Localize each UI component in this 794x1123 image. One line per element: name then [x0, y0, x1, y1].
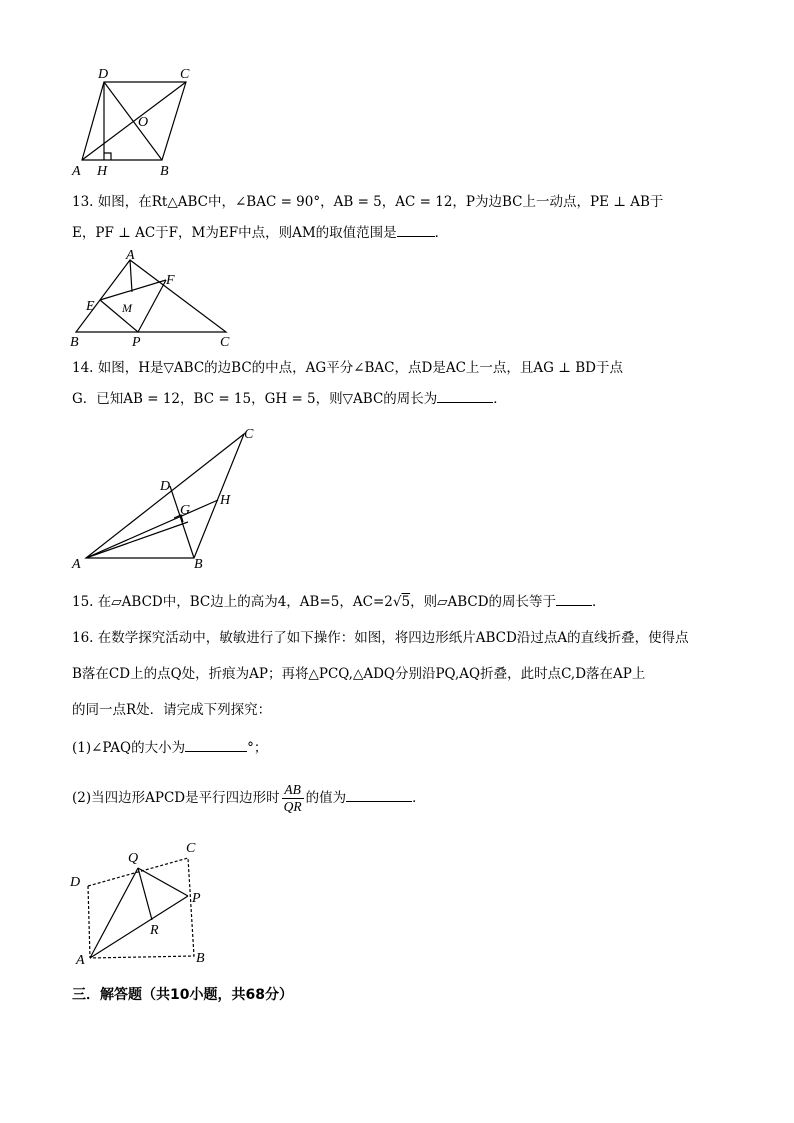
q15-text-a: 15. 在▱ABCD中，BC边上的高为4，AB=5，AC=	[72, 594, 385, 610]
label-r: R	[150, 923, 159, 938]
q16-part2-text-b: 的值为	[305, 790, 347, 806]
q14-line2-wrap: G．已知AB = 12，BC = 15，GH = 5，则▽ABC的周长为 ．	[72, 388, 507, 409]
label-d: D	[70, 875, 81, 890]
fraction-ab-over-qr	[282, 782, 304, 815]
q15-text-b: ，则▱ABCD的周长等于	[410, 594, 557, 610]
q15-coef: 2	[384, 594, 393, 610]
label-h: H	[220, 493, 231, 508]
label-p: P	[132, 335, 141, 350]
label-a: A	[72, 164, 81, 179]
label-o: O	[138, 115, 149, 130]
label-h: H	[97, 164, 108, 179]
frac-denominator: QR	[283, 799, 302, 814]
label-g: G	[180, 503, 191, 518]
q13-answer-blank	[397, 222, 435, 237]
label-a: A	[72, 557, 81, 572]
q16-line3: 的同一点R处．请完成下列探究：	[72, 702, 272, 718]
q16-part1-text: (1)∠PAQ的大小为	[72, 740, 186, 756]
q16-part1	[72, 737, 267, 758]
q16-line1: 16. 在数学探究活动中，敏敏进行了如下操作：如图，将四边形纸片ABCD沿过点A的直线折叠，使得点	[72, 630, 689, 646]
label-b: B	[196, 951, 205, 966]
sqrt-sign: √	[392, 594, 402, 610]
label-b: B	[70, 335, 79, 350]
section-heading: 三．解答题（共10小题，共68分）	[72, 987, 293, 1003]
q14-answer-blank	[437, 388, 493, 403]
label-m: M	[122, 301, 132, 315]
label-b: B	[194, 557, 203, 572]
label-c: C	[180, 67, 190, 82]
label-c: C	[186, 841, 196, 856]
label-c: C	[220, 335, 230, 350]
figure-parallelogram-abcd	[70, 64, 200, 180]
q16-part2-blank	[346, 787, 412, 802]
q15-line: 15. 在▱ABCD中，BC边上的高为4，AB=5，AC=2√5，则▱ABCD的周长等于 ．	[72, 591, 606, 612]
q13-line2-wrap: E，PF ⊥ AC于F，M为EF中点，则AM的取值范围是 ．	[72, 222, 448, 243]
label-b: B	[160, 164, 169, 179]
q16-line2: B落在CD上的点Q处，折痕为AP；再将△PCQ,△ADQ分别沿PQ,AQ折叠，此时点C,D落在AP上	[72, 666, 646, 682]
figure-right-triangle-abc	[62, 250, 242, 350]
label-d: D	[160, 479, 171, 494]
label-c: C	[244, 427, 254, 442]
q14-line1: 14. 如图，H是▽ABC的边BC的中点，AG平分∠BAC，点D是AC上一点，且AG ⊥ BD于点	[72, 360, 623, 376]
q16-part1-blank	[185, 737, 247, 752]
label-f: F	[166, 273, 175, 288]
q13-line2: E，PF ⊥ AC于F，M为EF中点，则AM的取值范围是	[72, 225, 397, 241]
label-a: A	[126, 250, 135, 263]
figure-triangle-abc-bisector	[64, 418, 284, 576]
q16-part2: (2)当四边形APCD是平行四边形时 $\frac{AB}{QR}$ 的值为 ．	[72, 782, 426, 814]
q15-answer-blank	[556, 591, 592, 606]
figure-folded-quadrilateral	[64, 838, 224, 968]
frac-numerator: AB	[282, 782, 304, 799]
q16-part2-text: (2)当四边形APCD是平行四边形时	[72, 790, 280, 806]
label-d: D	[98, 67, 109, 82]
q14-line2: G．已知AB = 12，BC = 15，GH = 5，则▽ABC的周长为	[72, 391, 438, 407]
label-e: E	[86, 299, 95, 314]
label-p: P	[192, 891, 201, 906]
q13-line1: 13. 如图，在Rt△ABC中，∠BAC = 90°，AB = 5，AC = 12，P为边BC上一动点，PE ⊥ AB于	[72, 194, 664, 210]
label-q: Q	[128, 851, 139, 866]
label-a: A	[76, 953, 85, 968]
q16-part1-unit: °；	[247, 740, 268, 756]
q15-radicand: 5	[401, 594, 411, 610]
